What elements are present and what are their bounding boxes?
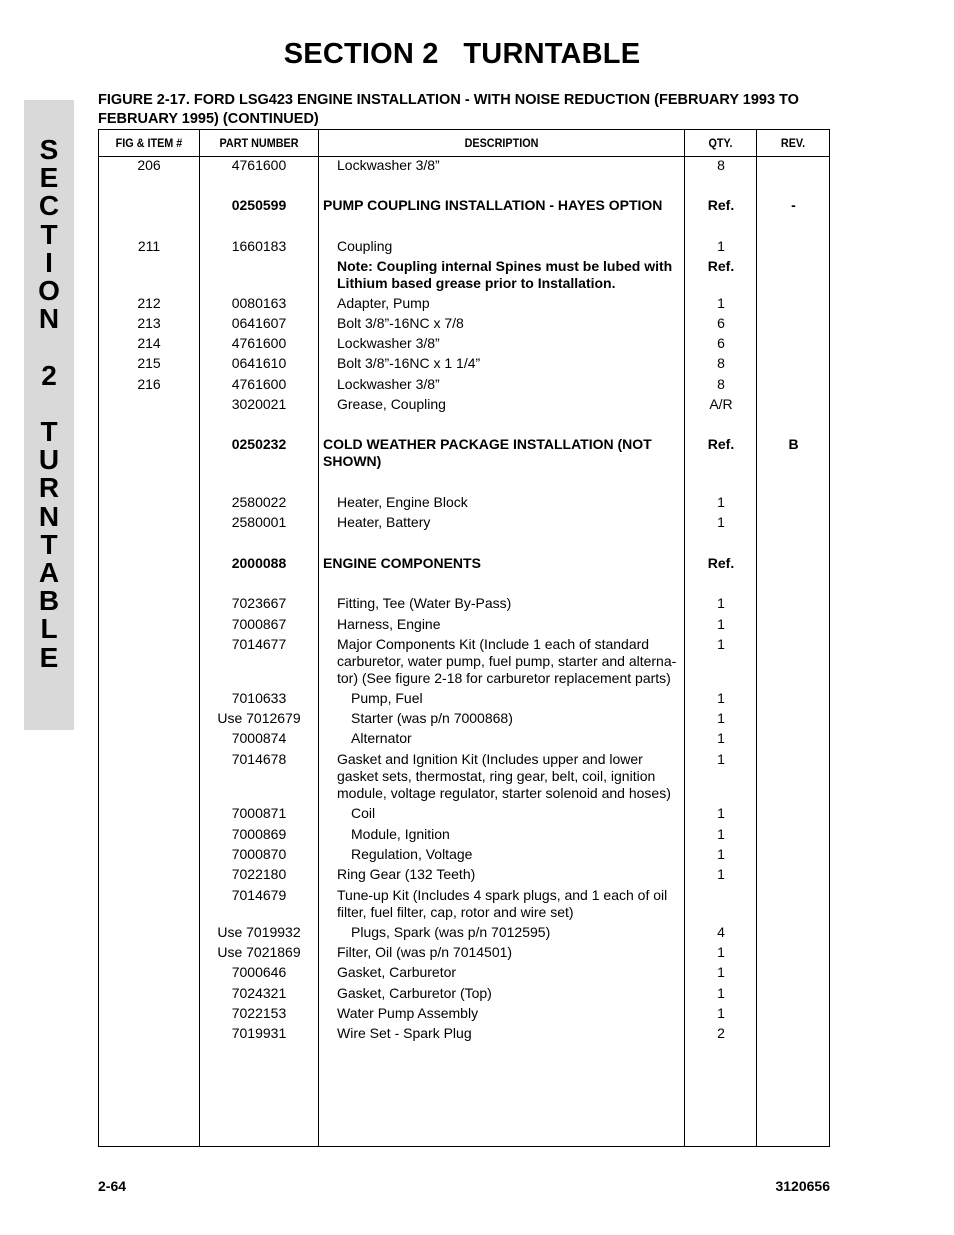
qty-cell: 1	[717, 636, 725, 652]
qty-cell: Ref.	[707, 197, 735, 213]
qty-cell: 1	[717, 1005, 725, 1021]
fig-cell: 216	[137, 376, 161, 392]
description-cell: Module, Ignition	[351, 826, 450, 842]
qty-cell: 1	[717, 616, 725, 632]
part-number-cell: 7000869	[231, 826, 287, 842]
part-number-cell: 7022180	[231, 866, 287, 882]
qty-cell: 1	[717, 985, 725, 1001]
part-number-cell: 2000088	[231, 555, 287, 571]
column-header-description: DESCRIPTION	[464, 136, 539, 150]
part-number-cell: 0250599	[231, 197, 287, 213]
description-cell: Major Components Kit (Include 1 each of standard carburetor, water pump, fuel pump, starter and alterna- tor) (See figure 2-18 for carburetor replacement parts)	[337, 636, 677, 686]
description-cell: Gasket and Ignition Kit (Includes upper and lower gasket sets, thermostat, ring gear, belt, coil, ignition module, voltage regulator, starter solenoid and hoses)	[337, 751, 671, 801]
description-cell: Tune-up Kit (Includes 4 spark plugs, and 1 each of oil filter, fuel filter, cap, rotor and wire set)	[337, 887, 668, 920]
description-cell: Fitting, Tee (Water By-Pass)	[337, 595, 512, 611]
qty-cell: 1	[717, 730, 725, 746]
description-cell: Pump, Fuel	[351, 690, 423, 706]
description-cell: Lockwasher 3/8”	[337, 376, 440, 392]
part-number-cell: 7014678	[231, 751, 287, 767]
qty-cell: 1	[717, 690, 725, 706]
column-header-part-number: PART NUMBER	[219, 136, 299, 150]
description-cell: ENGINE COMPONENTS	[323, 555, 481, 571]
qty-cell: 1	[717, 494, 725, 510]
fig-cell: 206	[137, 157, 161, 173]
description-cell: Bolt 3/8”-16NC x 1 1/4”	[337, 355, 481, 371]
part-number-cell: 7000870	[231, 846, 287, 862]
qty-cell: Ref.	[707, 555, 735, 571]
description-cell: Filter, Oil (was p/n 7014501)	[337, 944, 513, 960]
part-number-cell: 4761600	[231, 335, 287, 351]
fig-cell: 213	[137, 315, 161, 331]
part-number-cell: 7014677	[231, 636, 287, 652]
section-side-tab	[24, 100, 74, 730]
part-number-cell: 7014679	[231, 887, 287, 903]
part-number-cell: 7000871	[231, 805, 287, 821]
part-number-cell: 7022153	[231, 1005, 287, 1021]
parts-table	[98, 129, 830, 1147]
description-cell: Bolt 3/8”-16NC x 7/8	[337, 315, 464, 331]
description-cell: Lockwasher 3/8”	[337, 157, 440, 173]
qty-cell: 8	[717, 157, 725, 173]
rev-cell: -	[791, 197, 796, 213]
qty-cell: 1	[717, 866, 725, 882]
qty-cell: 8	[717, 376, 725, 392]
description-cell: Grease, Coupling	[337, 396, 446, 412]
qty-cell: 1	[717, 238, 725, 254]
description-cell: PUMP COUPLING INSTALLATION - HAYES OPTION	[323, 197, 663, 213]
fig-cell: 212	[137, 295, 161, 311]
description-cell: Wire Set - Spark Plug	[337, 1025, 472, 1041]
part-number-cell: 7023667	[231, 595, 287, 611]
part-number-cell: 0250232	[231, 436, 287, 452]
qty-cell: 1	[717, 595, 725, 611]
part-number-cell: 7024321	[231, 985, 287, 1001]
part-number-cell: 7000867	[231, 616, 287, 632]
part-number-cell: 7019931	[231, 1025, 287, 1041]
qty-cell: 1	[717, 964, 725, 980]
column-divider	[318, 130, 319, 1146]
description-cell: Heater, Engine Block	[337, 494, 468, 510]
description-cell: Plugs, Spark (was p/n 7012595)	[351, 924, 551, 940]
qty-cell: Ref.	[707, 436, 735, 452]
description-cell: Harness, Engine	[337, 616, 441, 632]
part-number-cell: Use 7021869	[217, 944, 301, 960]
part-number-cell: 0641610	[231, 355, 287, 371]
part-number-cell: 7010633	[231, 690, 287, 706]
qty-cell: 1	[717, 514, 725, 530]
fig-cell: 215	[137, 355, 161, 371]
description-cell: Alternator	[351, 730, 412, 746]
qty-cell: A/R	[709, 396, 733, 412]
section-title: SECTION 2 TURNTABLE	[283, 38, 641, 70]
qty-cell: 6	[717, 315, 725, 331]
qty-cell: 1	[717, 944, 725, 960]
part-number-cell: 0641607	[231, 315, 287, 331]
part-number-cell: Use 7019932	[217, 924, 301, 940]
column-header-rev: REV.	[780, 136, 806, 150]
qty-cell: 2	[717, 1025, 725, 1041]
part-number-cell: 0080163	[231, 295, 287, 311]
fig-cell: 211	[137, 238, 161, 254]
part-number-cell: 1660183	[231, 238, 287, 254]
column-header-qty: QTY.	[708, 136, 733, 150]
description-cell: Starter (was p/n 7000868)	[351, 710, 513, 726]
qty-cell: 1	[717, 826, 725, 842]
description-cell: Gasket, Carburetor	[337, 964, 457, 980]
qty-cell: 4	[717, 924, 725, 940]
page-number: 2-64	[98, 1178, 127, 1194]
description-cell: Note: Coupling internal Spines must be lubed with Lithium based grease prior to Installation.	[337, 258, 673, 291]
figure-title: FIGURE 2-17. FORD LSG423 ENGINE INSTALLATION - WITH NOISE REDUCTION (FEBRUARY 1993 TO FEBRUARY 1995) (CONTINUED)	[98, 92, 799, 127]
part-number-cell: Use 7012679	[217, 710, 301, 726]
description-cell: Heater, Battery	[337, 514, 431, 530]
description-cell: Water Pump Assembly	[337, 1005, 479, 1021]
qty-cell: 1	[717, 710, 725, 726]
fig-cell: 214	[137, 335, 161, 351]
description-cell: Adapter, Pump	[337, 295, 430, 311]
description-cell: Regulation, Voltage	[351, 846, 473, 862]
qty-cell: 1	[717, 751, 725, 767]
part-number-cell: 2580001	[231, 514, 287, 530]
column-header-fig-item: FIG & ITEM #	[115, 136, 183, 150]
document-number: 3120656	[775, 1178, 830, 1194]
qty-cell: 1	[717, 295, 725, 311]
description-cell: Coil	[351, 805, 376, 821]
description-cell: Lockwasher 3/8”	[337, 335, 440, 351]
qty-cell: 8	[717, 355, 725, 371]
description-cell: Ring Gear (132 Teeth)	[337, 866, 476, 882]
side-tab-letters: S E C T I O N 2 T U R N T A B L E	[38, 134, 60, 673]
part-number-cell: 7000874	[231, 730, 287, 746]
qty-cell: 6	[717, 335, 725, 351]
qty-cell: Ref.	[707, 258, 735, 274]
part-number-cell: 4761600	[231, 157, 287, 173]
rev-cell: B	[788, 436, 799, 452]
description-cell: Coupling	[337, 238, 393, 254]
part-number-cell: 7000646	[231, 964, 287, 980]
part-number-cell: 3020021	[231, 396, 287, 412]
description-cell: COLD WEATHER PACKAGE INSTALLATION (NOT SHOWN)	[323, 436, 652, 469]
description-cell: Gasket, Carburetor (Top)	[337, 985, 492, 1001]
part-number-cell: 2580022	[231, 494, 287, 510]
part-number-cell: 4761600	[231, 376, 287, 392]
qty-cell: 1	[717, 846, 725, 862]
qty-cell: 1	[717, 805, 725, 821]
